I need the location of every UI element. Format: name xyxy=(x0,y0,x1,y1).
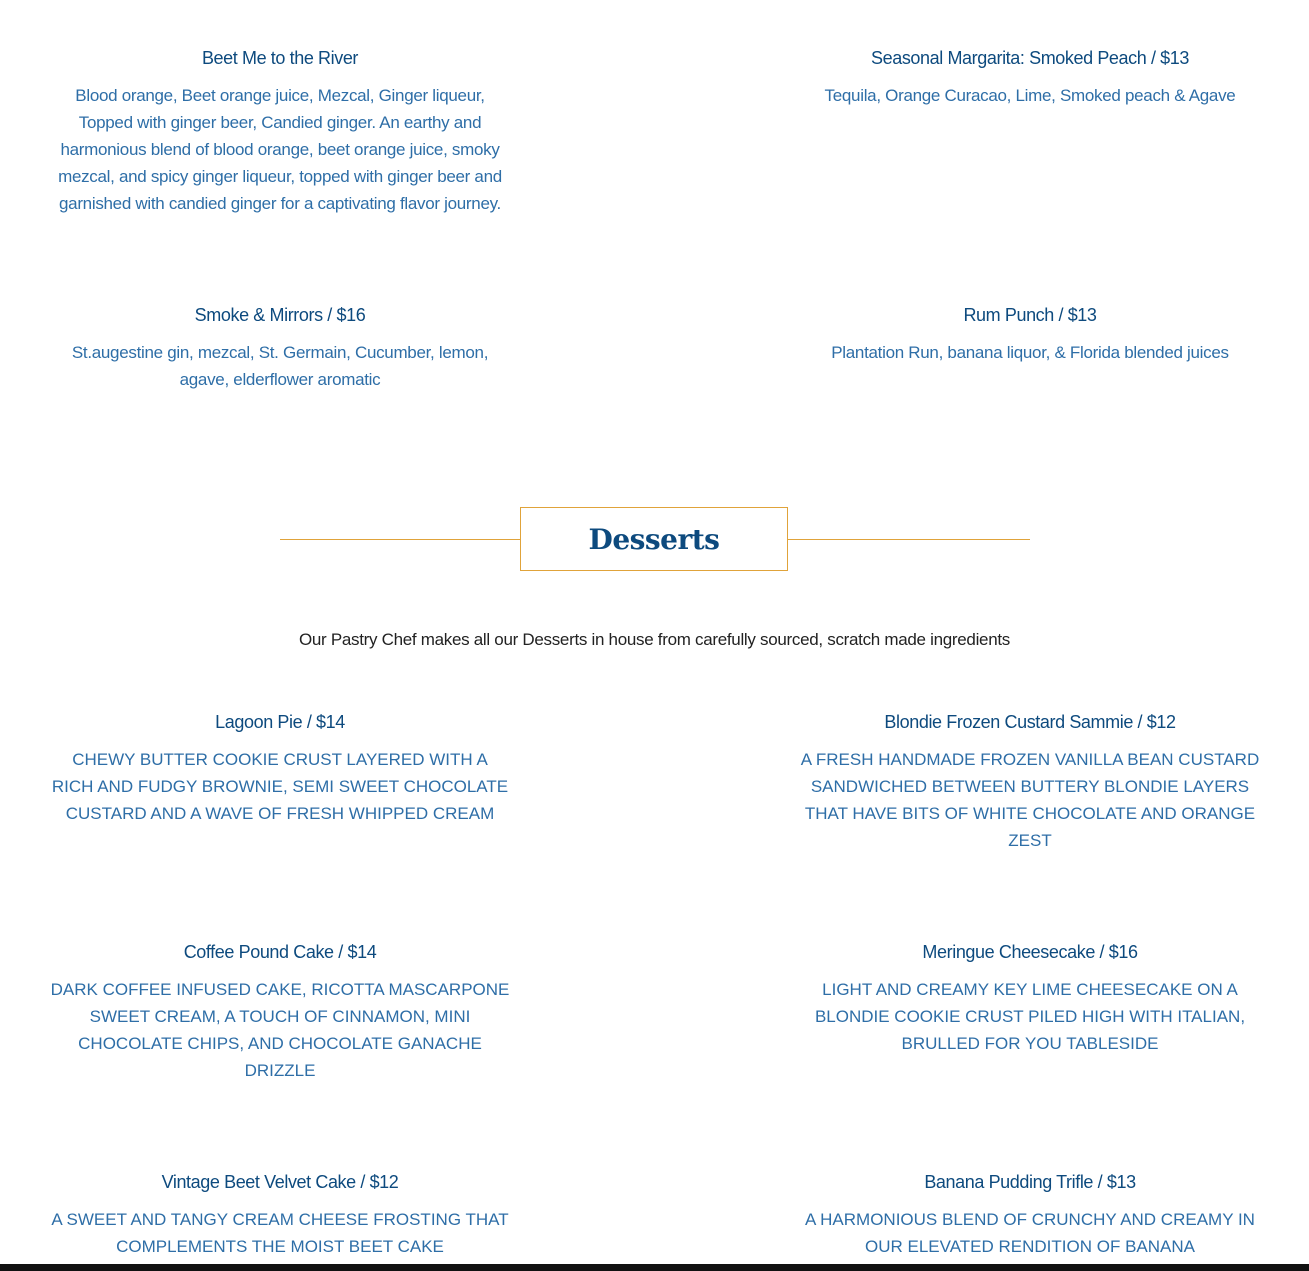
menu-item-banana-pudding-trifle xyxy=(800,1170,1260,1260)
menu-item-description: St.augestine gin, mezcal, St. Germain, Cucumber, lemon, agave, elderflower aromatic xyxy=(71,343,489,389)
section-divider-left xyxy=(280,539,520,540)
menu-item-description: Tequila, Orange Curacao, Lime, Smoked peach & Agave xyxy=(824,86,1236,105)
menu-item-title: Smoke & Mirrors / $16 xyxy=(194,305,366,325)
menu-item-title: Banana Pudding Trifle / $13 xyxy=(924,1172,1136,1192)
menu-item-title: Meringue Cheesecake / $16 xyxy=(922,942,1138,962)
menu-item-blondie-frozen-custard-sammie xyxy=(800,710,1260,854)
bottom-edge-bar xyxy=(0,1264,1309,1271)
menu-item-meringue-cheesecake xyxy=(800,940,1260,1057)
menu-item-lagoon-pie xyxy=(50,710,510,827)
menu-item-title: Seasonal Margarita: Smoked Peach / $13 xyxy=(871,48,1189,68)
section-title: Desserts xyxy=(588,522,720,556)
section-divider-right xyxy=(788,539,1030,540)
menu-item-coffee-pound-cake xyxy=(50,940,510,1084)
menu-item-description: A SWEET AND TANGY CREAM CHEESE FROSTING THAT COMPLEMENTS THE MOIST BEET CAKE xyxy=(51,1210,509,1256)
menu-item-title: Rum Punch / $13 xyxy=(963,305,1097,325)
menu-item-smoke-and-mirrors xyxy=(50,303,510,393)
menu-item-description: A FRESH HANDMADE FROZEN VANILLA BEAN CUSTARD SANDWICHED BETWEEN BUTTERY BLONDIE LAYERS THAT HAVE BITS OF WHITE CHOCOLATE AND ORANGE ZEST xyxy=(800,750,1260,850)
menu-item-rum-punch xyxy=(800,303,1260,366)
menu-item-description: Blood orange, Beet orange juice, Mezcal, Ginger liqueur, Topped with ginger beer, Candied ginger. An earthy and harmonious blend of blood orange, beet orange juice, smoky mezcal, and spicy ginger liqueur, topped with ginger beer and garnished with candied ginger for a captivating flavor journey. xyxy=(58,86,502,213)
menu-item-description: Plantation Run, banana liquor, & Florida blended juices xyxy=(831,343,1229,362)
menu-item-title: Vintage Beet Velvet Cake / $12 xyxy=(161,1172,399,1192)
menu-item-beet-me-to-the-river xyxy=(50,46,510,217)
menu-item-title: Coffee Pound Cake / $14 xyxy=(183,942,377,962)
menu-item-vintage-beet-velvet-cake xyxy=(50,1170,510,1260)
menu-item-title: Lagoon Pie / $14 xyxy=(215,712,345,732)
menu-item-title: Beet Me to the River xyxy=(201,48,359,68)
section-header-box xyxy=(520,507,788,571)
menu-item-description: DARK COFFEE INFUSED CAKE, RICOTTA MASCARPONE SWEET CREAM, A TOUCH OF CINNAMON, MINI CHOCOLATE CHIPS, AND CHOCOLATE GANACHE DRIZZLE xyxy=(50,980,510,1080)
menu-item-description: CHEWY BUTTER COOKIE CRUST LAYERED WITH A RICH AND FUDGY BROWNIE, SEMI SWEET CHOCOLATE CUSTARD AND A WAVE OF FRESH WHIPPED CREAM xyxy=(51,750,509,823)
menu-item-description: LIGHT AND CREAMY KEY LIME CHEESECAKE ON A BLONDIE COOKIE CRUST PILED HIGH WITH ITALIAN, BRULLED FOR YOU TABLESIDE xyxy=(814,980,1246,1053)
menu-item-title: Blondie Frozen Custard Sammie / $12 xyxy=(884,712,1176,732)
menu-item-description: A HARMONIOUS BLEND OF CRUNCHY AND CREAMY IN OUR ELEVATED RENDITION OF BANANA xyxy=(805,1210,1255,1256)
section-intro: Our Pastry Chef makes all our Desserts in house from carefully sourced, scratch made ingredients xyxy=(298,630,1010,649)
menu-item-seasonal-margarita xyxy=(800,46,1260,109)
